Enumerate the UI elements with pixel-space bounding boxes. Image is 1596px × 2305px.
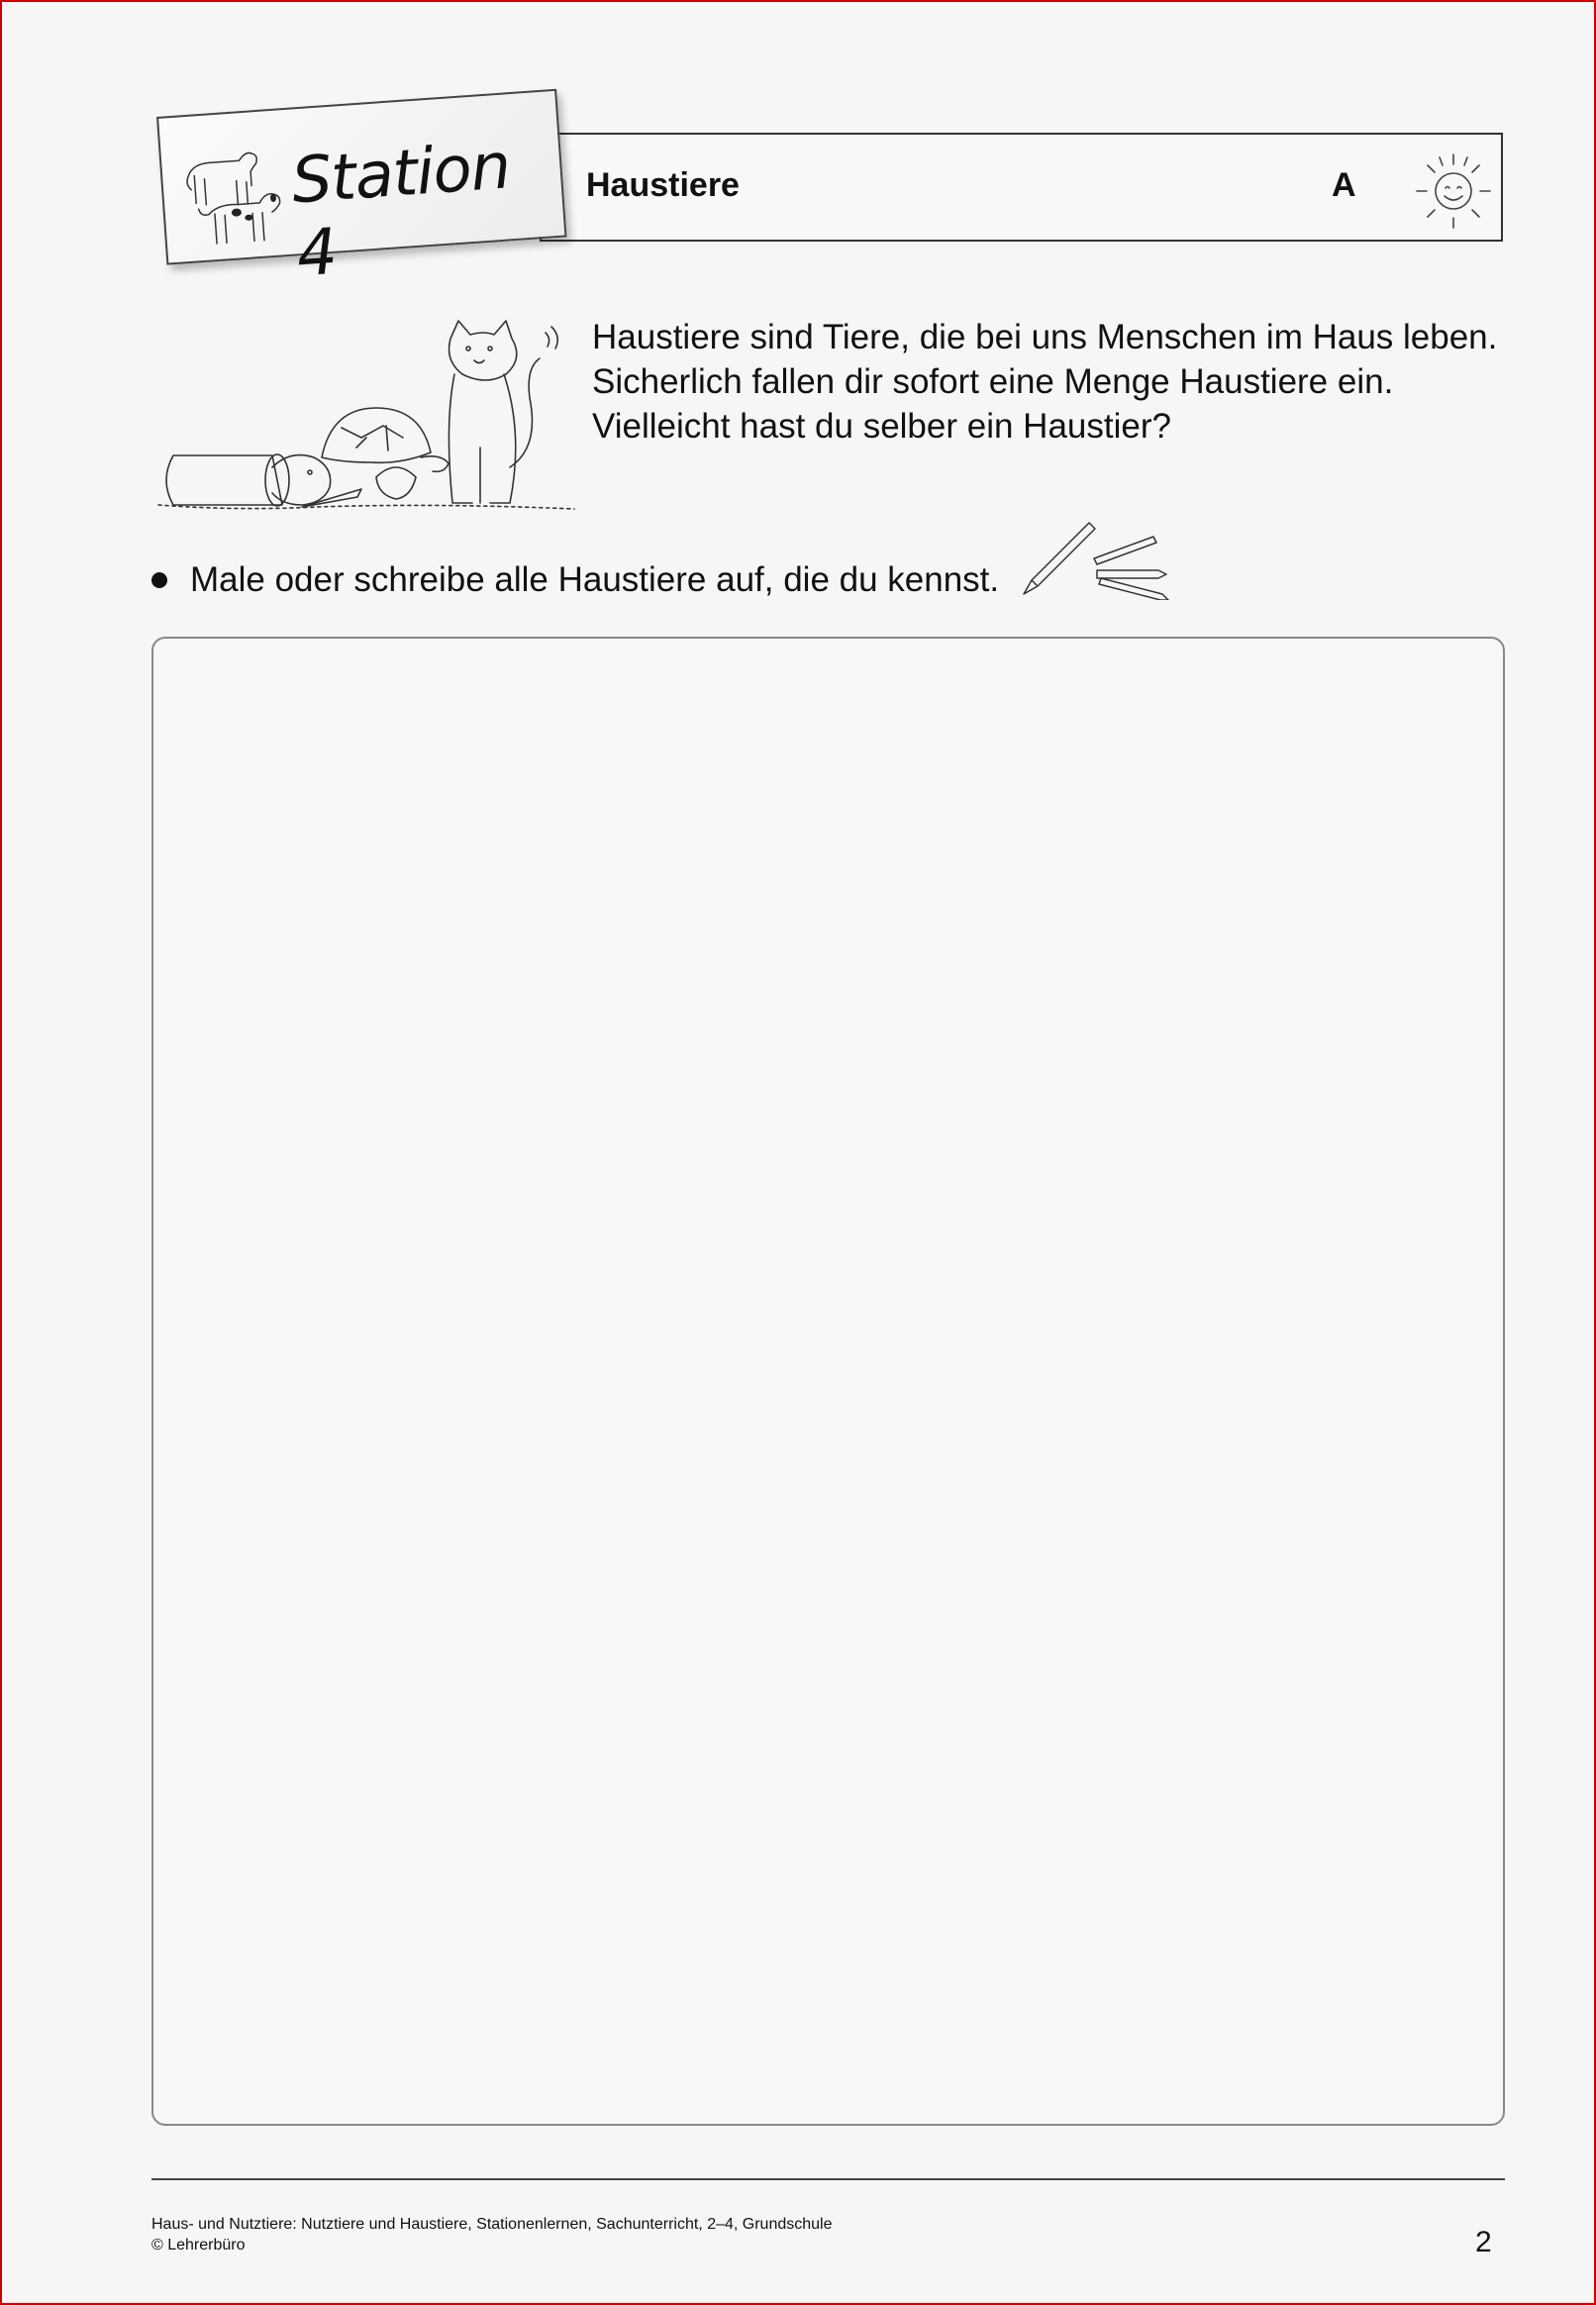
level-badge: A [1332, 166, 1356, 204]
pets-illustration-icon [153, 319, 579, 522]
footer-line-1: Haus- und Nutztiere: Nutztiere und Haustiere, Stationenlernen, Sachunterricht, 2–4, Grundschule [151, 2216, 833, 2233]
page-number: 2 [1475, 2226, 1492, 2258]
task-bullet [151, 572, 167, 588]
footer-source [151, 2214, 833, 2255]
intro-text [592, 315, 1513, 449]
station-label: Station 4 [289, 130, 513, 292]
intro-line: Haustiere sind Tiere, die bei uns Menschen im Haus leben. [592, 318, 1498, 356]
footer-divider [151, 2178, 1505, 2180]
drawing-area[interactable] [151, 637, 1505, 2126]
pencils-icon [1020, 521, 1178, 600]
page-title: Haustiere [586, 166, 740, 204]
intro-line: Sicherlich fallen dir sofort eine Menge Haustiere ein. [592, 362, 1394, 401]
intro-line: Vielleicht hast du selber ein Haustier? [592, 407, 1171, 446]
station-card [156, 89, 566, 292]
task-text: Male oder schreibe alle Haustiere auf, die du kennst. [190, 560, 1000, 599]
dogs-icon [173, 130, 290, 253]
sun-icon [1411, 149, 1496, 234]
footer-line-2: © Lehrerbüro [151, 2237, 246, 2254]
